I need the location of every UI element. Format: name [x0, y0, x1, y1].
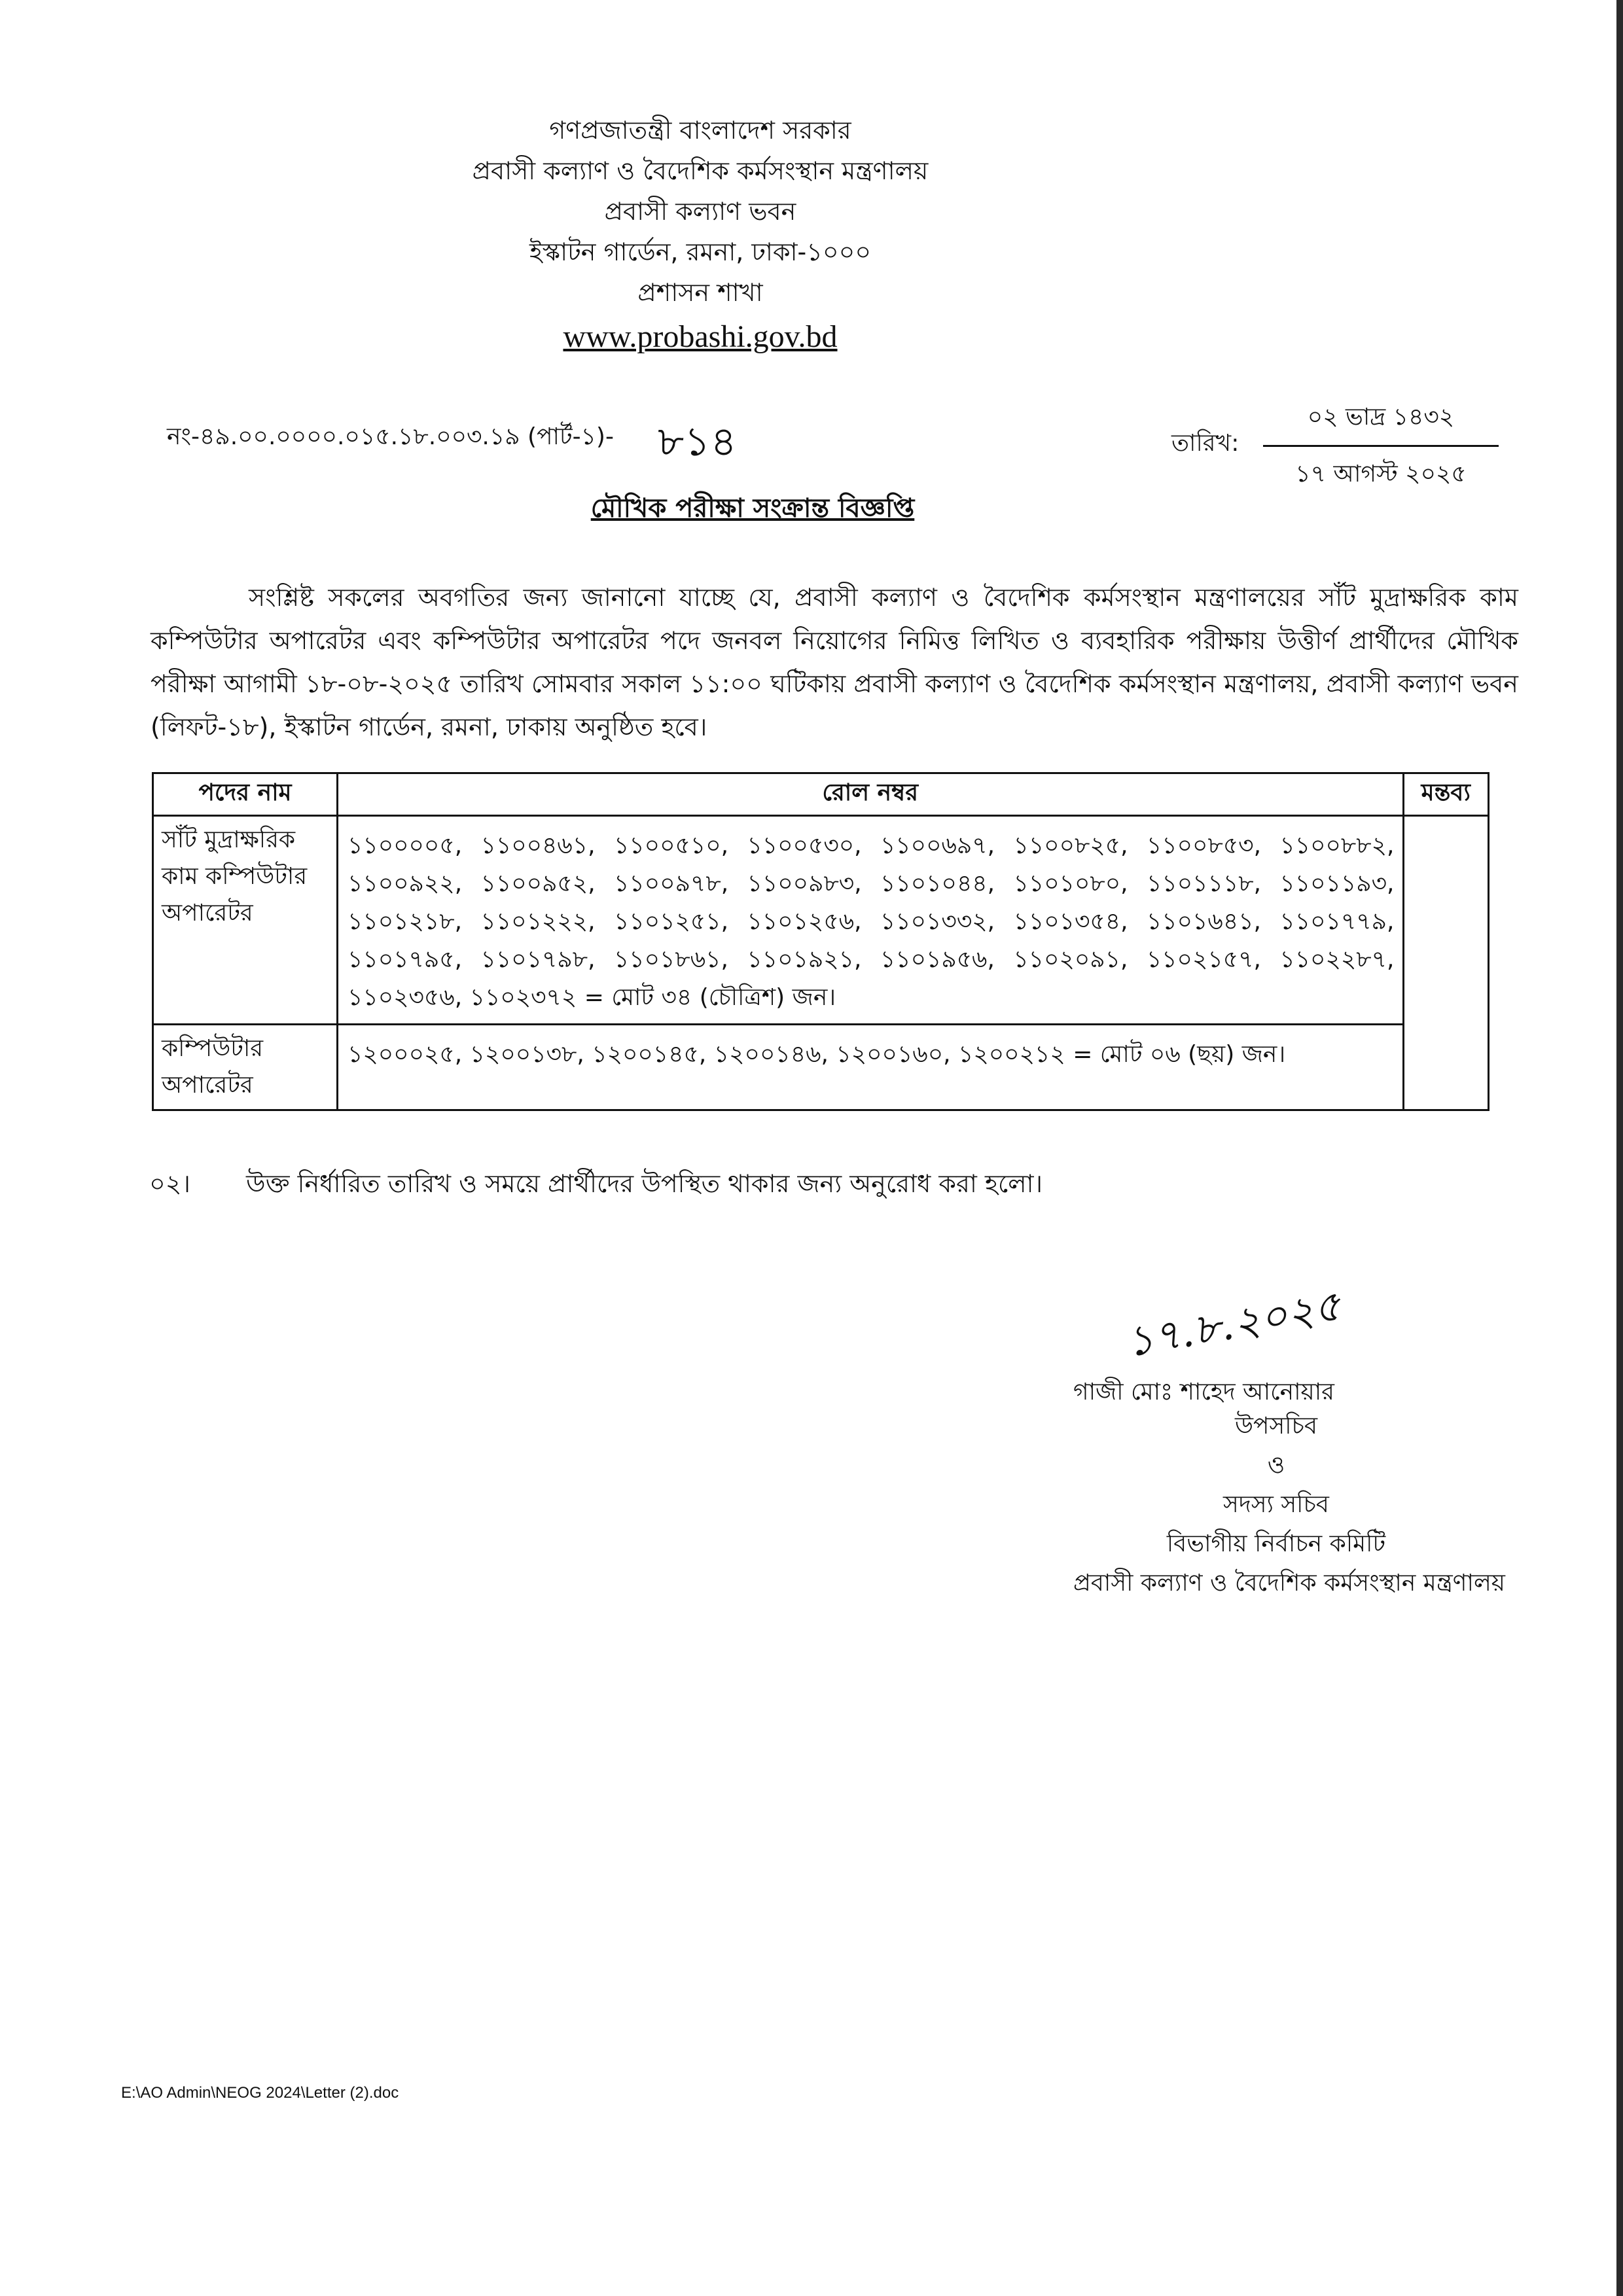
letterhead — [0, 110, 1400, 357]
website-link[interactable]: www.probashi.gov.bd — [563, 319, 838, 354]
notice-title — [0, 487, 1505, 531]
signature-block — [942, 1407, 1505, 1603]
scan-edge — [1616, 0, 1623, 2296]
body-paragraph: সংশ্লিষ্ট সকলের অবগতির জন্য জানানো যাচ্ছে যে, প্রবাসী কল্যাণ ও বৈদেশিক কর্মসংস্থান মন্ত্রণালয়ের সাঁট মুদ্রাক্ষরিক কাম কম্পিউটার অপারেটর এবং কম্পিউটার অপারেটর পদে জনবল নিয়োগের নিমিত্ত লিখিত ও ব্যবহারিক পরীক্ষায় উত্তীর্ণ প্রার্থীদের মৌখিক পরীক্ষা আগামী ১৮-০৮-২০২৫ তারিখ সোমবার সকাল ১১:০০ ঘটিকায় প্রবাসী কল্যাণ ও বৈদেশিক কর্মসংস্থান মন্ত্রণালয়, প্রবাসী কল্যাণ ভবন (লিফট-১৮), ইস্কাটন গার্ডেন, রমনা, ঢাকায় অনুষ্ঠিত হবে। — [151, 583, 1518, 741]
header-roll-number: রোল নম্বর — [337, 773, 1403, 816]
table-row — [153, 816, 1489, 1025]
roll-numbers-cell: ১২০০০২৫, ১২০০১৩৮, ১২০০১৪৫, ১২০০১৪৬, ১২০০১৬০, ১২০০২১২ = মোট ০৬ (ছয়) জন। — [337, 1025, 1403, 1110]
ministry-name: প্রবাসী কল্যাণ ও বৈদেশিক কর্মসংস্থান মন্ত্রণালয় — [472, 156, 929, 185]
building-name: প্রবাসী কল্যাণ ভবন — [604, 197, 796, 226]
paragraph-number: ০২। — [149, 1169, 191, 1198]
date-block — [1263, 399, 1499, 495]
roll-number-table — [152, 772, 1489, 1111]
memo-number: নং-৪৯.০০.০০০০.০১৫.১৮.০০৩.১৯ (পার্ট-১)- — [167, 423, 614, 450]
signatory-name: গাজী মোঃ শাহেদ আনোয়ার — [1073, 1379, 1334, 1405]
memo-handwritten-serial: ৮১৪ — [658, 417, 737, 465]
header-post-name: পদের নাম — [153, 773, 338, 816]
date-label: তারিখ: — [1171, 430, 1240, 457]
roll-numbers-cell: ১১০০০০৫, ১১০০৪৬১, ১১০০৫১০, ১১০০৫৩০, ১১০০৬৯৭, ১১০০৮২৫, ১১০০৮৫৩, ১১০০৮৮২, ১১০০৯২২, ১১০০৯৫২, ১১০০৯৭৮, ১১০০৯৮৩, ১১০১০৪৪, ১১০১০৮০, ১১০১১১৮, ১১০১১৯৩, ১১০১২১৮, ১১০১২২২, ১১০১২৫১, ১১০১২৫৬, ১১০১৩৩২, ১১০১৩৫৪, ১১০১৬৪১, ১১০১৭৭৯, ১১০১৭৯৫, ১১০১৭৯৮, ১১০১৮৬১, ১১০১৯২১, ১১০১৯৫৬, ১১০২০৯১, ১১০২১৫৭, ১১০২২৮৭, ১১০২৩৫৬, ১১০২৩৭২ = মোট ৩৪ (চৌত্রিশ) জন। — [337, 816, 1403, 1025]
government-name: গণপ্রজাতন্ত্রী বাংলাদেশ সরকার — [549, 116, 851, 145]
date-english: ১৭ আগস্ট ২০২৫ — [1295, 461, 1467, 487]
header-remarks: মন্তব্য — [1403, 773, 1489, 816]
address: ইস্কাটন গার্ডেন, রমনা, ঢাকা-১০০০ — [529, 238, 872, 266]
file-path: E:\AO Admin\NEOG 2024\Letter (2).doc — [121, 2084, 399, 2102]
table-header-row — [153, 773, 1489, 816]
table-row — [153, 1025, 1489, 1110]
paragraph-2 — [149, 1165, 1043, 1207]
paragraph-2-text: উক্ত নির্ধারিত তারিখ ও সময়ে প্রার্থীদের উপস্থিত থাকার জন্য অনুরোধ করা হলো। — [246, 1169, 1043, 1198]
post-name-cell: সাঁট মুদ্রাক্ষরিক কাম কম্পিউটার অপারেটর — [153, 816, 338, 1025]
signatory-committee: বিভাগীয় নির্বাচন কমিটি — [1166, 1530, 1386, 1557]
signatory-ministry: প্রবাসী কল্যাণ ও বৈদেশিক কর্মসংস্থান মন্ত্রণালয় — [1073, 1570, 1505, 1597]
date-bangla: ০২ ভাদ্র ১৪৩২ — [1263, 399, 1499, 447]
signatory-designation: উপসচিব — [1234, 1413, 1318, 1439]
section-name: প্রশাসন শাখা — [637, 278, 763, 307]
signature-handwritten-date: ১৭.৮.২০২৫ — [1122, 1281, 1345, 1368]
remarks-cell — [1403, 816, 1489, 1110]
notice-title-text: মৌখিক পরীক্ষা সংক্রান্ত বিজ্ঞপ্তি — [590, 493, 915, 523]
signatory-conjunction: ও — [1267, 1452, 1285, 1479]
post-name-cell: কম্পিউটার অপারেটর — [153, 1025, 338, 1110]
signatory-role: সদস্য সচিব — [1223, 1491, 1329, 1518]
